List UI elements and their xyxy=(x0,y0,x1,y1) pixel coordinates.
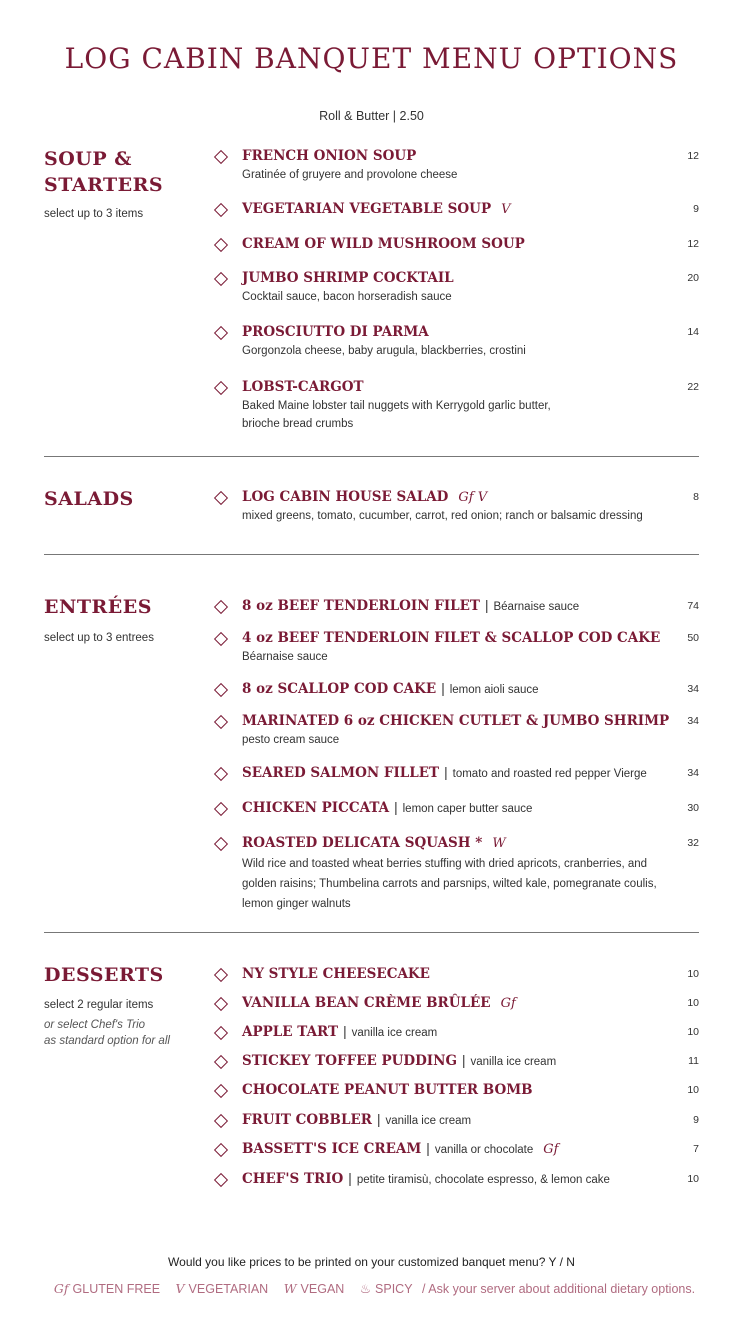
item-price: 74 xyxy=(687,600,699,612)
gluten-free-icon: Gf xyxy=(53,1281,69,1296)
diamond-bullet-icon xyxy=(214,272,228,286)
section-title: DESSERTS xyxy=(44,964,164,986)
diamond-bullet-icon xyxy=(214,683,228,697)
legend-spicy xyxy=(360,1282,413,1296)
item-description: Cocktail sauce, bacon horseradish sauce xyxy=(242,291,452,303)
section-title: SALADS xyxy=(44,488,134,510)
item-name: CREAM OF WILD MUSHROOM SOUP xyxy=(242,236,525,252)
item-description: Béarnaise sauce xyxy=(242,651,328,663)
vegetarian-icon: V xyxy=(501,202,511,217)
item-price: 34 xyxy=(687,715,699,727)
item-price: 34 xyxy=(687,683,699,695)
section-title: ENTRÉES xyxy=(44,596,152,618)
description-line: lemon ginger walnuts xyxy=(242,898,351,910)
description-line: golden raisins; Thumbelina carrots and parsnips, wilted kale, pomegranate coulis, xyxy=(242,878,657,890)
item-name: BASSETT'S ICE CREAM | vanilla or chocolate Gf xyxy=(242,1141,559,1157)
section-title-line: STARTERS xyxy=(44,174,164,196)
separator: | xyxy=(441,681,445,696)
item-name: APPLE TART | vanilla ice cream xyxy=(242,1024,438,1040)
item-inline-description: vanilla or chocolate xyxy=(434,1144,534,1156)
item-price: 9 xyxy=(693,203,699,215)
note-line: or select Chef's Trio xyxy=(44,1019,146,1031)
diamond-bullet-icon xyxy=(214,238,228,252)
item-price: 7 xyxy=(693,1143,699,1155)
diamond-bullet-icon xyxy=(214,837,228,851)
legend-vegetarian xyxy=(176,1282,269,1296)
diamond-bullet-icon xyxy=(214,767,228,781)
vegan-icon: W xyxy=(283,1281,297,1296)
diamond-bullet-icon xyxy=(214,203,228,217)
print-prices-question: Would you like prices to be printed on your customized banquet menu? Y / N xyxy=(168,1255,575,1269)
item-price: 22 xyxy=(687,381,699,393)
separator: | xyxy=(376,1112,381,1127)
item-name: PROSCIUTTO DI PARMA xyxy=(242,324,429,340)
item-price: 11 xyxy=(688,1055,699,1067)
item-name: MARINATED 6 oz CHICKEN CUTLET & JUMBO SHRIMP xyxy=(242,713,670,729)
item-description xyxy=(242,854,682,914)
item-name: VANILLA BEAN CRÈME BRÛLÉE Gf xyxy=(242,995,516,1011)
diamond-bullet-icon xyxy=(214,997,228,1011)
page-title: LOG CABIN BANQUET MENU OPTIONS xyxy=(64,42,679,75)
description-line: brioche bread crumbs xyxy=(242,418,354,430)
item-inline-description: tomato and roasted red pepper Vierge xyxy=(452,768,647,780)
section-divider xyxy=(44,554,699,555)
separator: | xyxy=(348,1171,352,1186)
item-name: CHOCOLATE PEANUT BUTTER BOMB xyxy=(242,1082,533,1098)
item-name: VEGETARIAN VEGETABLE SOUP V xyxy=(242,201,511,217)
dietary-legend xyxy=(0,1281,743,1296)
item-inline-description: vanilla ice cream xyxy=(351,1027,438,1039)
separator: | xyxy=(462,1053,466,1068)
item-name: 8 oz BEEF TENDERLOIN FILET | Béarnaise sauce xyxy=(242,598,580,614)
item-inline-description: vanilla ice cream xyxy=(470,1056,557,1068)
section-divider xyxy=(44,932,699,933)
diamond-bullet-icon xyxy=(214,381,228,395)
legend-vegan xyxy=(284,1282,345,1296)
item-name: SEARED SALMON FILLET | tomato and roasted red pepper Vierge xyxy=(242,765,647,781)
diamond-bullet-icon xyxy=(214,1143,228,1157)
item-price: 20 xyxy=(687,272,699,284)
item-price: 10 xyxy=(687,997,699,1009)
item-price: 10 xyxy=(687,1173,699,1185)
section-note: select up to 3 entrees xyxy=(44,632,154,644)
item-price: 14 xyxy=(687,326,699,338)
diamond-bullet-icon xyxy=(214,600,228,614)
item-name: FRUIT COBBLER | vanilla ice cream xyxy=(242,1112,472,1128)
note-line: as standard option for all xyxy=(44,1035,170,1047)
diamond-bullet-icon xyxy=(214,326,228,340)
diamond-bullet-icon xyxy=(214,802,228,816)
diamond-bullet-icon xyxy=(214,491,228,505)
spicy-icon: ♨ xyxy=(359,1282,372,1296)
item-price: 34 xyxy=(687,767,699,779)
roll-and-butter: Roll & Butter | 2.50 xyxy=(319,109,424,123)
item-price: 9 xyxy=(693,1114,699,1126)
item-name: ROASTED DELICATA SQUASH * W xyxy=(242,835,506,851)
separator: | xyxy=(444,765,448,780)
gluten-free-vegetarian-icon: Gf V xyxy=(458,490,488,505)
section-note: select up to 3 items xyxy=(44,208,144,220)
item-name: FRENCH ONION SOUP xyxy=(242,148,417,164)
diamond-bullet-icon xyxy=(214,1173,228,1187)
item-description: mixed greens, tomato, cucumber, carrot, red onion; ranch or balsamic dressing xyxy=(242,510,643,522)
diamond-bullet-icon xyxy=(214,150,228,164)
description-line: Wild rice and toasted wheat berries stuffing with dried apricots, cranberries, and xyxy=(242,858,648,870)
item-name: LOBST-CARGOT xyxy=(242,379,364,395)
diamond-bullet-icon xyxy=(214,632,228,646)
diamond-bullet-icon xyxy=(214,1114,228,1128)
item-price: 10 xyxy=(687,968,699,980)
item-name: CHICKEN PICCATA | lemon caper butter sauce xyxy=(242,800,533,816)
item-price: 30 xyxy=(687,802,699,814)
item-description: Gratinée of gruyere and provolone cheese xyxy=(242,169,458,181)
vegetarian-icon: V xyxy=(175,1281,185,1296)
item-price: 10 xyxy=(687,1026,699,1038)
item-name: LOG CABIN HOUSE SALAD Gf V xyxy=(242,489,488,505)
item-description: Gorgonzola cheese, baby arugula, blackberries, crostini xyxy=(242,345,526,357)
item-name: 8 oz SCALLOP COD CAKE | lemon aioli sauce xyxy=(242,681,539,697)
item-inline-description: Béarnaise sauce xyxy=(493,601,580,613)
separator: | xyxy=(484,598,489,613)
item-price: 10 xyxy=(687,1084,699,1096)
legend-note: / Ask your server about additional dietary options. xyxy=(422,1282,696,1296)
legend-gluten-free xyxy=(54,1282,160,1296)
diamond-bullet-icon xyxy=(214,1084,228,1098)
item-inline-description: lemon caper butter sauce xyxy=(402,803,533,815)
item-price: 12 xyxy=(687,150,699,162)
item-inline-description: petite tiramisù, chocolate espresso, & lemon cake xyxy=(356,1174,610,1186)
item-price: 50 xyxy=(687,632,699,644)
legend-label: VEGETARIAN xyxy=(188,1282,269,1296)
description-line: Baked Maine lobster tail nuggets with Kerrygold garlic butter, xyxy=(242,400,551,412)
gluten-free-icon: Gf xyxy=(500,996,516,1011)
legend-label: GLUTEN FREE xyxy=(72,1282,161,1296)
gluten-free-icon: Gf xyxy=(543,1142,559,1157)
legend-label: VEGAN xyxy=(300,1282,345,1296)
section-title xyxy=(44,146,194,198)
section-title-line: SOUP & xyxy=(44,148,132,170)
separator: | xyxy=(426,1141,430,1156)
item-price: 32 xyxy=(687,837,699,849)
item-description xyxy=(242,397,672,433)
item-price: 12 xyxy=(687,238,699,250)
section-note-alt xyxy=(44,1017,204,1049)
item-name: CHEF'S TRIO | petite tiramisù, chocolate espresso, & lemon cake xyxy=(242,1171,610,1187)
section-divider xyxy=(44,456,699,457)
section-note: select 2 regular items xyxy=(44,999,154,1011)
item-description: pesto cream sauce xyxy=(242,734,340,746)
vegan-icon: W xyxy=(492,836,506,851)
item-inline-description: vanilla ice cream xyxy=(385,1115,472,1127)
diamond-bullet-icon xyxy=(214,1055,228,1069)
item-price: 8 xyxy=(693,491,699,503)
separator: | xyxy=(394,800,398,815)
diamond-bullet-icon xyxy=(214,715,228,729)
item-name: STICKEY TOFFEE PUDDING | vanilla ice cream xyxy=(242,1053,557,1069)
separator: | xyxy=(343,1024,347,1039)
diamond-bullet-icon xyxy=(214,1026,228,1040)
item-inline-description: lemon aioli sauce xyxy=(449,684,539,696)
item-name: NY STYLE CHEESECAKE xyxy=(242,966,430,982)
item-name: JUMBO SHRIMP COCKTAIL xyxy=(242,270,454,286)
diamond-bullet-icon xyxy=(214,968,228,982)
legend-label: SPICY xyxy=(375,1282,413,1296)
item-name: 4 oz BEEF TENDERLOIN FILET & SCALLOP COD CAKE xyxy=(242,630,661,646)
